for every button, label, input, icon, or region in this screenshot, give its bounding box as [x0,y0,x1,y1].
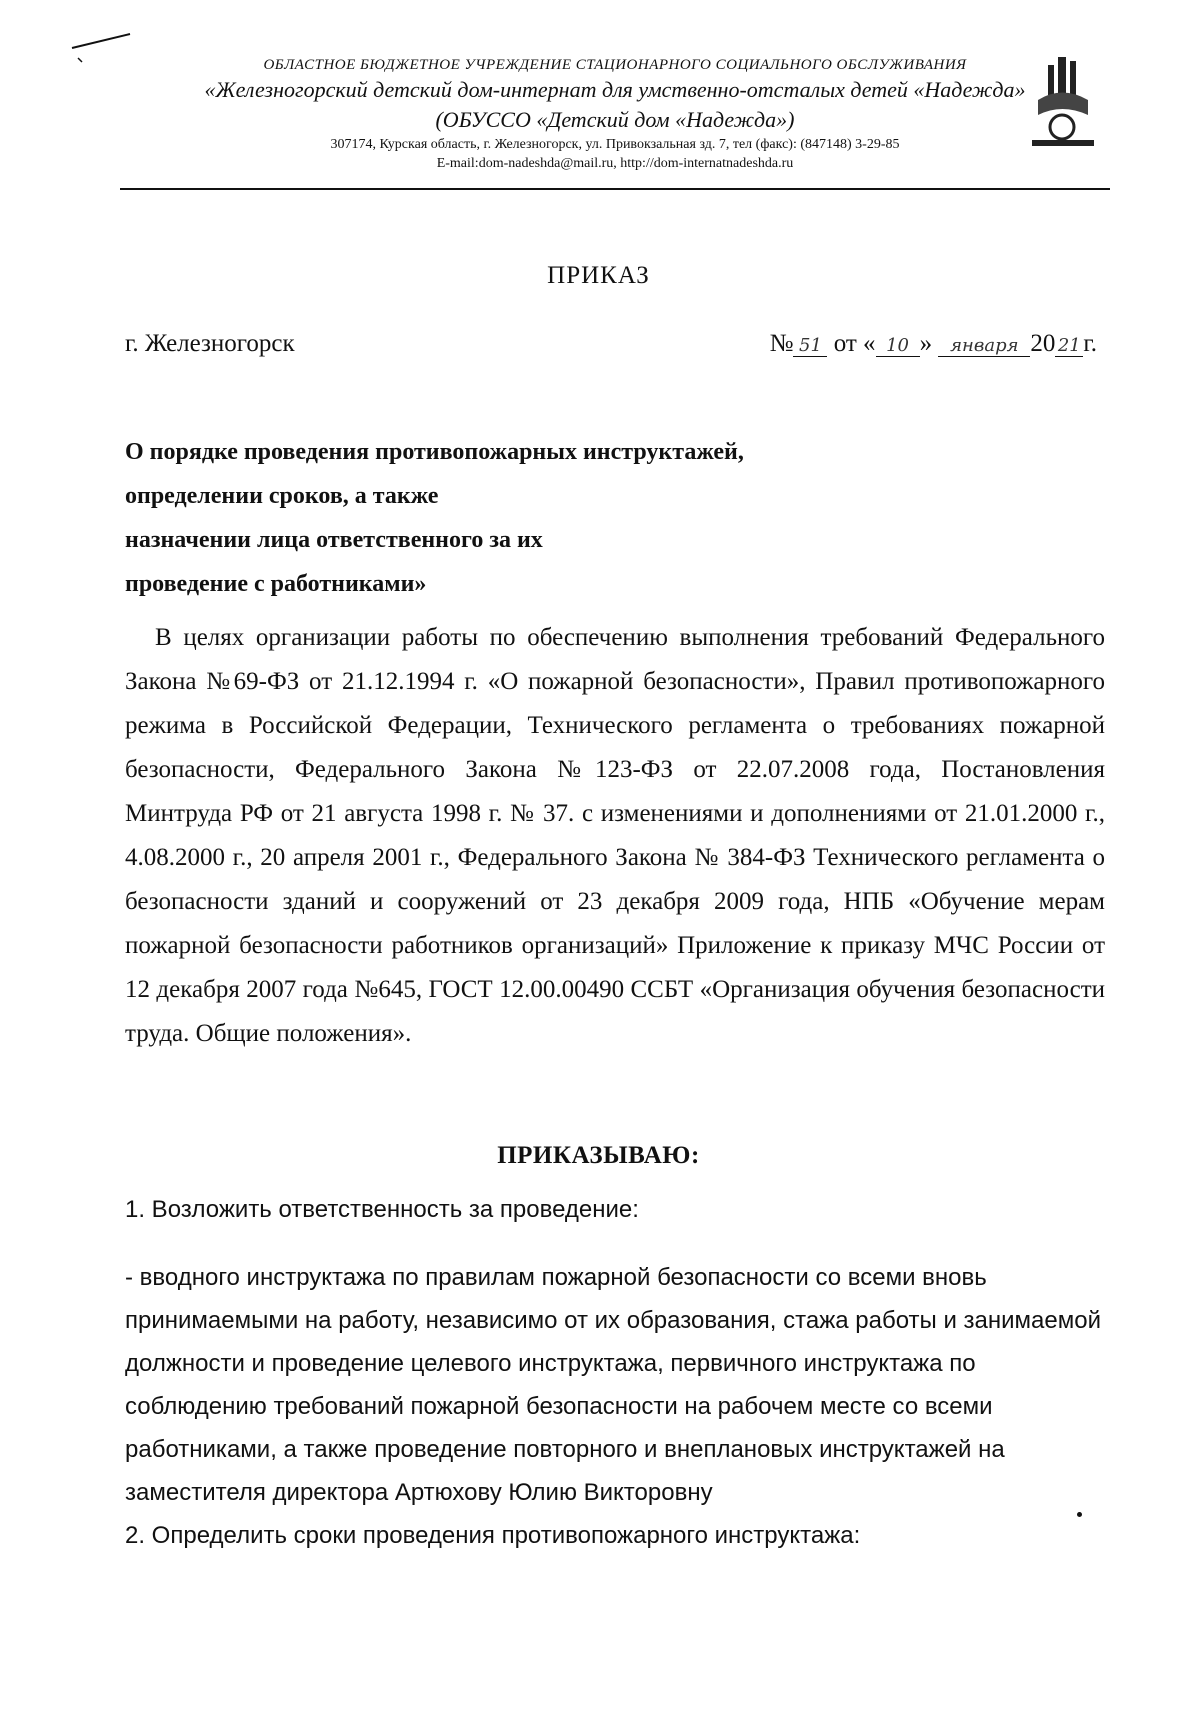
subject-line: проведение с работниками» [125,571,427,597]
organization-logo-icon [1030,55,1095,150]
subject-line: определении сроков, а также [125,483,439,509]
date-month-handwritten: января [938,335,1030,357]
preamble-paragraph: В целях организации работы по обеспечению выполнения требований Федерального Закона №69-ФЗ от 21.12.1994 г. «О пожарной безопасности», Правил противопожарного режима в Российской Федерации, Технического регламента о требованиях пожарной безопасности, Федерального Закона №123-ФЗ от 22.07.2008 года, Постановления Минтруда РФ от 21 августа 1998 г. № 37. с изменениями и дополнениями от 21.01.2000 г., 4.08.2000 г., 20 апреля 2001 г., Федерального Закона № 384-ФЗ Технического регламента о безопасности зданий и сооружений от 23 декабря 2009 года, НПБ «Обучение мерам пожарной безопасности работников организаций» Приложение к приказу МЧС России от 12 декабря 2007 года №645, ГОСТ 12.00.00490 ССБТ «Организация обучения безопасности труда. Общие положения». [125,624,1105,1047]
number-label: № [769,330,794,357]
year-prefix: 20 [1030,330,1056,357]
order-item-1: 1. Возложить ответственность за проведение: [125,1196,639,1223]
subject-line: назначении лица ответственного за их [125,527,543,553]
year-abbrev: г. [1083,330,1097,357]
letterhead-org-name: «Железногорский детский дом-интернат для умственно-отсталых детей «Надежда» [204,77,1026,102]
letterhead-address: 307174, Курская область, г. Железногорск, ул. Привокзальная зд. 7, тел (факс): (847148) 3-29-85 [330,137,900,152]
document-title: ПРИКАЗ [547,262,650,289]
order-item-1-detail: - вводного инструктажа по правилам пожарной безопасности со всеми вновь принимаемыми на работу, независимо от их образования, стажа работы и занимаемой должности и проведение целевого инструктажа, первичного инструктажа по соблюдению требований пожарной безопасности на рабочем месте со всеми работниками, а также проведение повторного и внеплановых инструктажей на заместителя директора Артюхову Юлию Викторовну [125,1264,1101,1506]
letterhead-org-type: ОБЛАСТНОЕ БЮДЖЕТНОЕ УЧРЕЖДЕНИЕ СТАЦИОНАРНОГО СОЦИАЛЬНОГО ОБСЛУЖИВАНИЯ [263,57,967,73]
order-number-handwritten: 51 [793,335,827,357]
order-item-2: 2. Определить сроки проведения противопожарного инструктажа: [125,1522,861,1549]
order-subject [125,430,1025,606]
issue-city: г. Железногорск [125,330,295,357]
date-day-handwritten: 10 [876,335,920,357]
letterhead [120,55,1110,173]
order-number-date [770,330,1097,358]
order-directive-heading: ПРИКАЗЫВАЮ: [497,1142,700,1169]
letterhead-divider [120,188,1110,190]
year-suffix-handwritten: 21 [1055,335,1083,357]
subject-line: О порядке проведения противопожарных инструктажей, [125,439,744,465]
date-close-quote: » [919,330,933,357]
scan-speck [1077,1512,1082,1517]
letterhead-contacts: E-mail:dom-nadeshda@mail.ru, http://dom-internatnadeshda.ru [436,156,794,171]
date-from-label: от « [833,330,876,357]
letterhead-org-short-name: (ОБУССО «Детский дом «Надежда») [435,107,795,132]
